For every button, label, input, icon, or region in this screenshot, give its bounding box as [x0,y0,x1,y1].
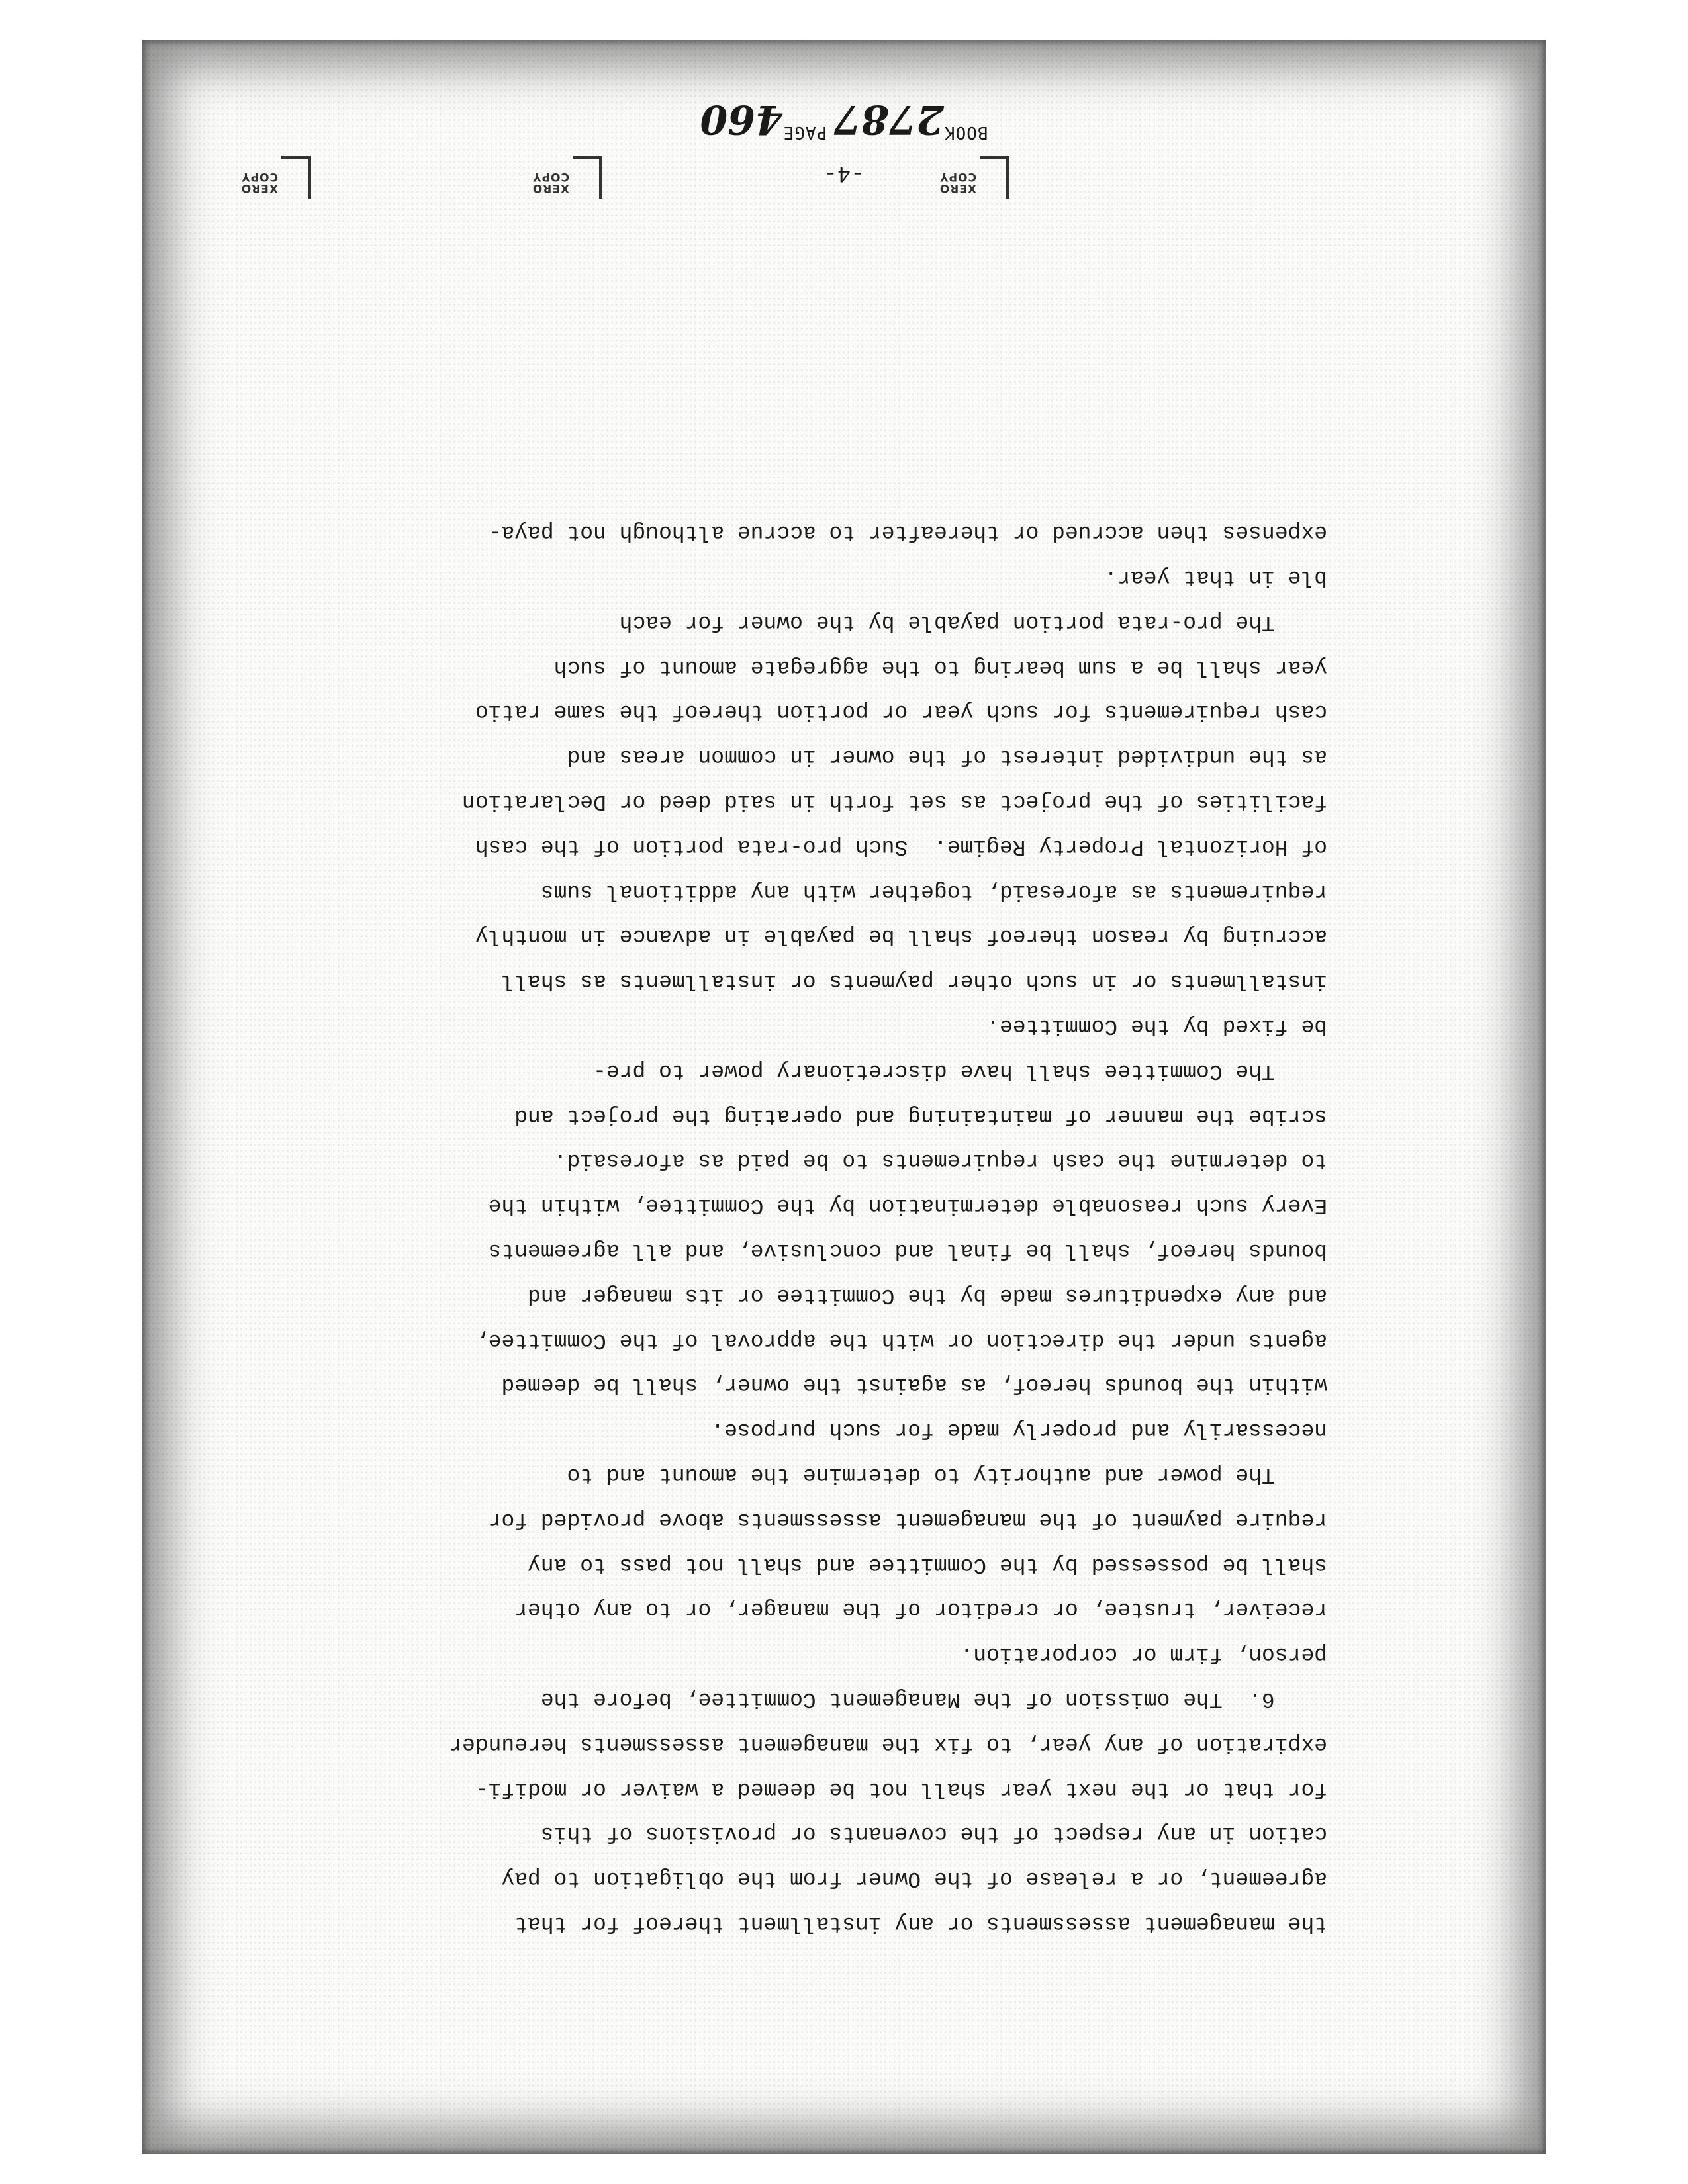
text-line: to determine the cash requirements to be paid as aforesaid. [553,1148,1327,1173]
text-line: 6. The omission of the Management Committee, before the [540,1687,1327,1712]
text-line: The Committee shall have discretionary power to pre- [593,1058,1327,1083]
book-label: BOOK [943,122,988,142]
text-line: as the undivided interest of the owner in common areas and [567,745,1327,770]
copier-mark [917,139,1009,199]
copier-mark-label: XERO COPY [939,170,976,195]
copier-mark-label: XERO COPY [240,170,278,195]
text-line: receiver, trustee, or creditor of the manager, or to any other [514,1597,1327,1622]
document-body [215,510,1327,1946]
copier-mark [218,139,311,199]
text-line: year shall be a sum bearing to the aggregate amount of such [553,655,1327,680]
page-label: PAGE [782,122,827,142]
book-number: 2787 [833,96,944,142]
text-line: require payment of the management assessments above provided for [488,1507,1327,1532]
text-line: within the bounds hereof, as against the owner, shall be deemed [501,1373,1327,1398]
text-line: expiration of any year, to fix the management assessments hereunder [449,1731,1327,1756]
text-line: Every such reasonable determination by the Committee, within the [488,1193,1327,1218]
copier-mark [510,139,602,199]
text-line: expenses then accrued or thereafter to accrue although not paya- [488,520,1327,545]
text-line: and any expenditures made by the Committee or its manager and [528,1283,1327,1308]
corner-bracket [281,156,311,199]
corner-bracket [573,156,602,199]
text-line: be fixed by the Committee. [986,1014,1327,1039]
stamp-page-number: 460 [700,96,783,142]
text-line: agents under the direction or with the approval of the Committee, [475,1328,1327,1353]
text-line: bounds hereof, shall be final and conclusive, and all agreements [488,1238,1327,1263]
text-line: necessarily and properly made for such purpose. [711,1418,1327,1443]
text-line: scribe the manner of maintaining and operating the project and [514,1103,1327,1128]
book-page-stamp [0,96,1688,142]
copier-mark-label: XERO COPY [532,170,569,195]
text-line: cation in any respect of the covenants or provisions of this [540,1821,1327,1846]
text-line: requirements as aforesaid, together with any additional sums [540,879,1327,904]
text-line: cash requirements for such year or portion thereof the same ratio [475,700,1327,725]
text-line: facilities of the project as set forth in said deed or Declaration [461,790,1327,815]
corner-bracket [980,156,1009,199]
text-line: accruing by reason thereof shall be payable in advance in monthly [475,924,1327,949]
text-line: The power and authority to determine the amount and to [567,1463,1327,1488]
text-line: ble in that year. [1104,565,1327,590]
page-number: -4- [823,160,865,185]
text-line: the management assessments or any installment thereof for that [514,1911,1327,1936]
text-line: agreement, or a release of the Owner from the obligation to pay [501,1866,1327,1891]
text-line: shall be possessed by the Committee and shall not pass to any [528,1552,1327,1577]
text-line: of Horizontal Property Regime. Such pro-rata portion of the cash [475,834,1327,859]
text-line: person, firm or corporation. [960,1642,1327,1667]
text-line: installments or in such other payments or installments as shall [501,969,1327,994]
text-line: The pro-rata portion payable by the owner for each [619,610,1327,635]
text-line: for that or the next year shall not be deemed a waiver or modifi- [475,1776,1327,1801]
